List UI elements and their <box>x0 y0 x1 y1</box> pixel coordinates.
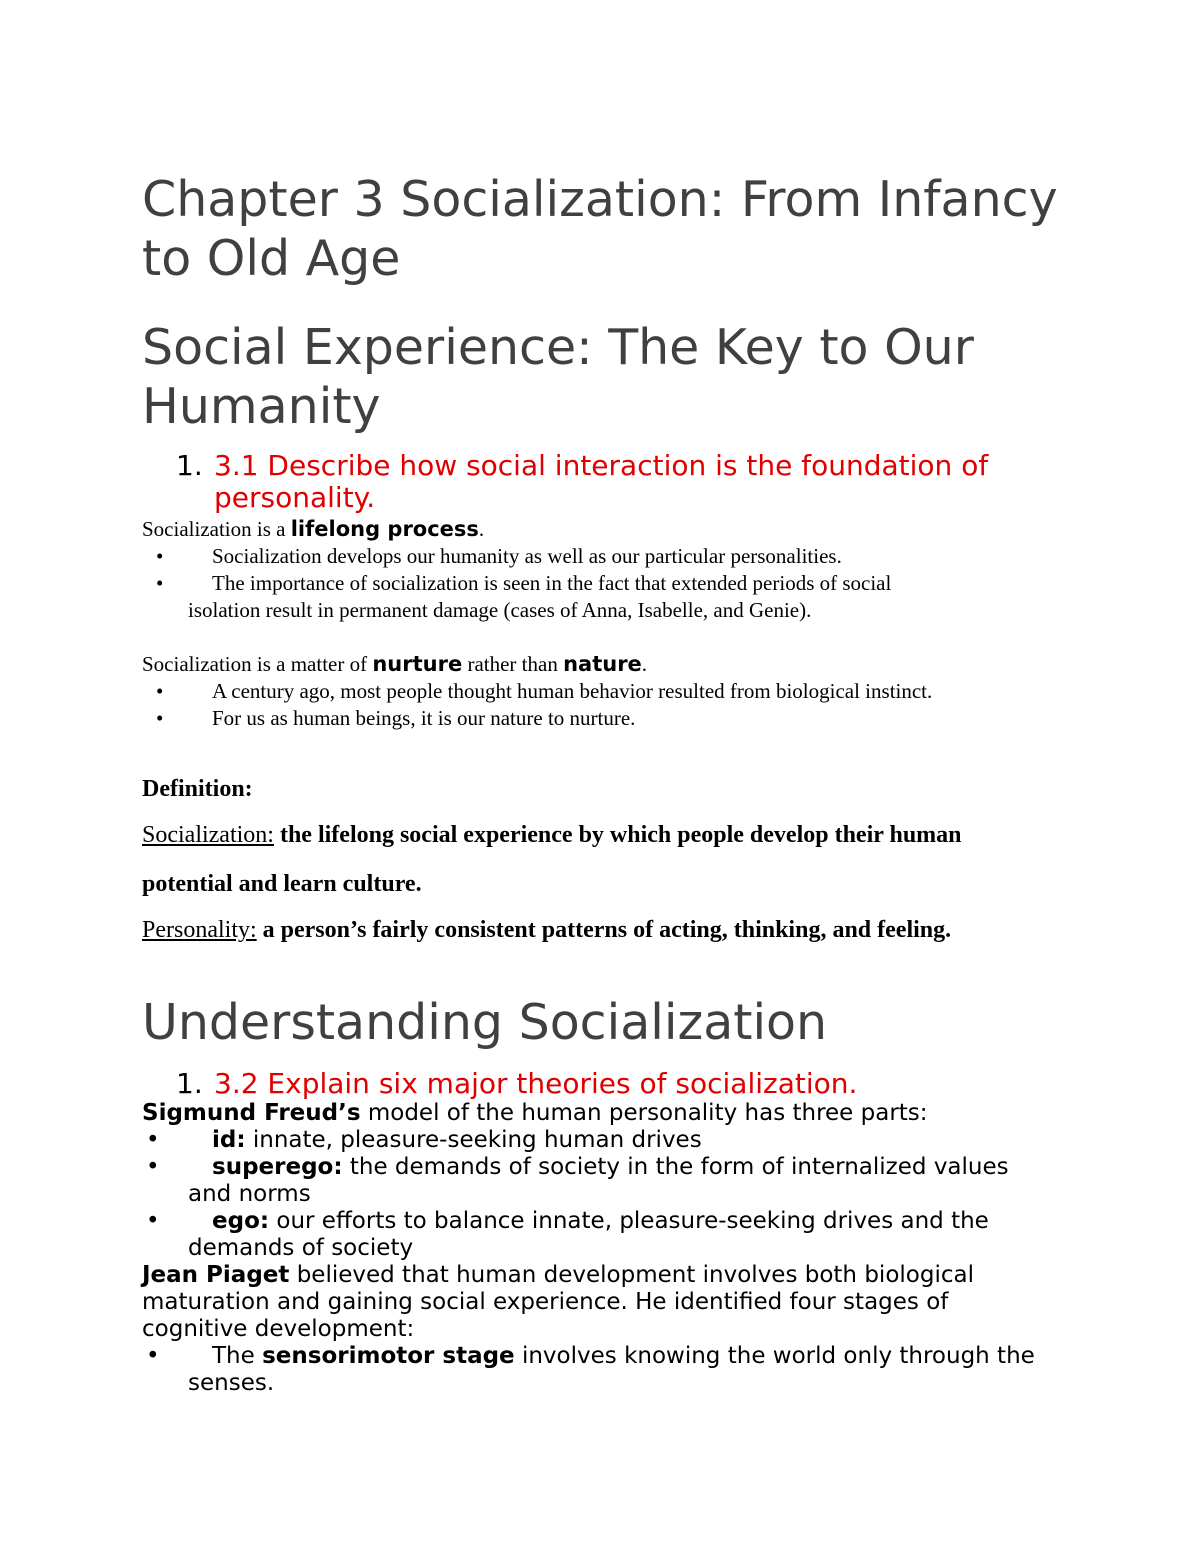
bullet-text: our efforts to balance innate, pleasure-seeking drives and the <box>269 1208 989 1234</box>
paragraph-lifelong <box>142 516 1072 543</box>
text-fragment: . <box>641 652 648 676</box>
bullet-text: innate, pleasure-seeking human drives <box>245 1127 702 1153</box>
text-fragment: Socialization is a <box>142 517 291 541</box>
definition-personality <box>142 916 1072 944</box>
learning-objective-3-1 <box>176 450 1072 514</box>
bullet-text-continued: and norms <box>188 1181 311 1207</box>
bullet-icon: • <box>146 1154 160 1180</box>
list-item <box>142 543 1072 570</box>
bullet-icon: • <box>146 1127 160 1153</box>
list-item <box>142 1343 1072 1397</box>
paragraph-nurture <box>142 651 1072 678</box>
section-understanding-body <box>142 1068 1072 1397</box>
text-fragment: cognitive development: <box>142 1316 415 1342</box>
bullet-text: involves knowing the world only through the <box>514 1343 1035 1369</box>
list-item <box>142 1127 1072 1154</box>
bold-name: Sigmund Freud’s <box>142 1100 361 1126</box>
bullet-text: Socialization develops our humanity as well as our particular personalities. <box>212 544 842 568</box>
list-number: 1. <box>176 1067 203 1100</box>
bold-term: nurture <box>372 652 463 676</box>
bold-term: nature <box>563 652 642 676</box>
bullet-text: The importance of socialization is seen in the fact that extended periods of social <box>212 571 892 595</box>
bullet-text-continued: isolation result in permanent damage (cases of Anna, Isabelle, and Genie). <box>188 598 812 622</box>
bold-term: id: <box>212 1127 246 1153</box>
bullet-list-socialization <box>142 543 1072 624</box>
bullet-icon: • <box>146 1208 160 1234</box>
text-fragment: . <box>478 517 485 541</box>
bullet-icon: • <box>156 571 164 595</box>
bullet-icon: • <box>156 706 164 730</box>
bullet-text-continued: demands of society <box>188 1235 414 1261</box>
list-item <box>142 570 1072 624</box>
definition-text: a person’s fairly consistent patterns of acting, thinking, and feeling. <box>256 917 952 943</box>
bullet-icon: • <box>156 679 164 703</box>
list-number: 1. <box>176 449 203 482</box>
list-item <box>142 1208 1072 1262</box>
list-item <box>142 705 1072 732</box>
definition-socialization <box>142 821 1072 849</box>
bold-term: sensorimotor stage <box>262 1343 515 1369</box>
list-item <box>142 1154 1072 1208</box>
list-item <box>142 678 1072 705</box>
section-heading-social-experience: Social Experience: The Key to Our Humanity <box>142 319 974 435</box>
bullet-text: For us as human beings, it is our nature to nurture. <box>212 706 636 730</box>
text-fragment: Socialization is a matter of <box>142 652 373 676</box>
text-fragment: rather than <box>462 652 564 676</box>
bold-term: ego: <box>212 1208 270 1234</box>
objective-text: 3.2 Explain six major theories of socialization. <box>214 1067 858 1100</box>
bullet-icon: • <box>146 1343 160 1369</box>
bold-name: Jean Piaget <box>142 1262 290 1288</box>
bullet-icon: • <box>156 544 164 568</box>
bold-term: superego: <box>212 1154 343 1180</box>
learning-objective-3-2 <box>176 1068 1072 1100</box>
paragraph-freud <box>142 1100 1072 1127</box>
bullet-list-piaget <box>142 1343 1072 1397</box>
bold-term: lifelong process <box>290 517 479 541</box>
bullet-text-continued: senses. <box>188 1370 275 1396</box>
text-fragment: believed that human development involves both biological <box>289 1262 974 1288</box>
definition-label: Definition: <box>142 776 253 802</box>
chapter-title: Chapter 3 Socialization: From Infancy to Old Age <box>142 171 1058 287</box>
bullet-text: A century ago, most people thought human behavior resulted from biological instinct. <box>212 679 933 703</box>
definition-socialization-continued: potential and learn culture. <box>142 871 422 897</box>
paragraph-piaget <box>142 1262 1072 1343</box>
definition-term: Socialization: <box>142 822 274 848</box>
text-fragment: maturation and gaining social experience. He identified four stages of <box>142 1289 949 1315</box>
bullet-list-nurture <box>142 678 1072 732</box>
bullet-text: the demands of society in the form of internalized values <box>342 1154 1009 1180</box>
text-fragment: model of the human personality has three parts: <box>360 1100 928 1126</box>
definition-text: the lifelong social experience by which people develop their human <box>273 822 962 848</box>
document-page <box>142 170 1072 1396</box>
objective-text: 3.1 Describe how social interaction is the foundation of personality. <box>214 449 989 514</box>
section-heading-understanding: Understanding Socialization <box>142 994 828 1051</box>
bullet-list-freud <box>142 1127 1072 1262</box>
text-fragment: The <box>212 1343 263 1369</box>
definition-term: Personality: <box>142 917 257 943</box>
